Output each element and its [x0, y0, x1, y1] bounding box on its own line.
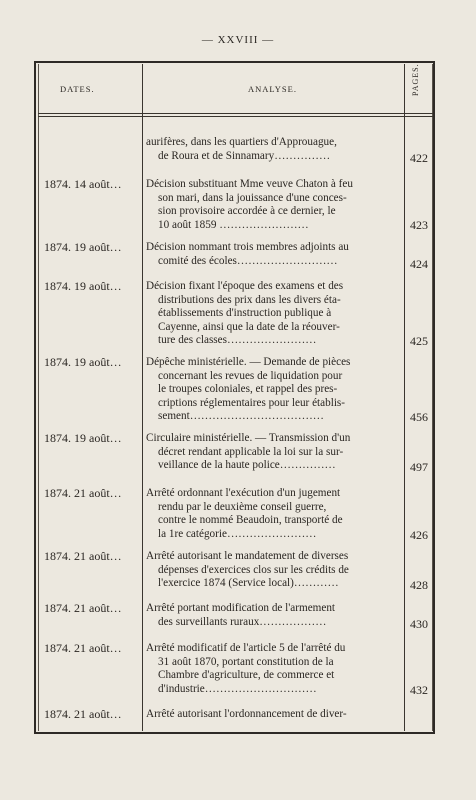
description-line: aurifères, dans les quartiers d'Approuague,: [146, 136, 337, 148]
description-line: sion provisoire accordée à ce dernier, le: [158, 205, 336, 217]
description-line: Arrêté portant modification de l'armement: [146, 602, 336, 614]
description-line: Arrêté ordonnant l'exécution d'un jugement: [146, 487, 341, 499]
description-line: d'industrie…………………………: [158, 682, 317, 695]
inner-border-right: [432, 64, 433, 731]
description-line: de Roura et de Sinnamary……………: [158, 149, 331, 162]
entry-page-number: 430: [410, 617, 428, 631]
description-line: dépenses d'exercices clos sur les crédits de: [158, 563, 349, 576]
column-header-analyse: ANALYSE.: [248, 84, 297, 94]
entry-page-number: 432: [410, 683, 428, 697]
entry-date: 1874. 14 août…: [44, 177, 122, 191]
entry-page-number: 426: [410, 528, 428, 542]
entry-description: [146, 708, 401, 722]
description-line: décret rendant applicable la loi sur la sur-: [158, 445, 344, 458]
entry-description: [146, 642, 401, 696]
description-line: Arrêté autorisant le mandatement de diverses: [146, 550, 349, 562]
entry-date: 1874. 21 août…: [44, 707, 122, 721]
description-line: 31 août 1870, portant constitution de la: [158, 655, 334, 668]
description-line: des surveillants ruraux………………: [158, 615, 327, 628]
entry-page-number: 425: [410, 334, 428, 348]
entry-description: [146, 241, 401, 268]
entry-description: [146, 432, 401, 473]
description-line: rendu par le deuxième conseil guerre,: [158, 500, 327, 513]
page-header: — XXVIII —: [201, 34, 275, 46]
description-line: Décision nommant trois membres adjoints au: [146, 241, 349, 253]
description-line: 10 août 1859 ……………………: [158, 218, 309, 231]
description-line: Cayenne, ainsi que la date de la réouver-: [158, 320, 340, 333]
description-line: le troupes coloniales, et rappel des pres-: [158, 383, 338, 395]
entry-date: 1874. 19 août…: [44, 355, 122, 369]
entry-page-number: 456: [410, 410, 428, 424]
description-line: comité des écoles………………………: [158, 254, 338, 267]
entry-page-number: 428: [410, 578, 428, 592]
description-line: Circulaire ministérielle. — Transmission d'un: [146, 432, 351, 444]
entry-date: 1874. 21 août…: [44, 486, 122, 500]
entry-page-number: 424: [410, 257, 428, 271]
entry-description: [146, 550, 401, 591]
inner-border-left: [38, 64, 39, 731]
column-divider-dates: [142, 64, 143, 731]
description-line: Dépêche ministérielle. — Demande de pièces: [146, 356, 351, 368]
description-line: Décision substituant Mme veuve Chaton à feu: [146, 178, 353, 190]
entry-date: 1874. 19 août…: [44, 431, 122, 445]
description-line: Arrêté modificatif de l'article 5 de l'arrêté du: [146, 642, 346, 654]
description-line: établissements d'instruction publique à: [158, 307, 332, 319]
description-line: Chambre d'agriculture, de commerce et: [158, 669, 335, 681]
description-line: sement………………………………: [158, 410, 324, 422]
description-line: criptions réglementaires pour leur établis-: [158, 396, 346, 409]
description-line: ture des classes……………………: [158, 334, 317, 346]
header-rule-top: [38, 113, 433, 114]
column-header-dates: DATES.: [60, 84, 95, 94]
entry-date: 1874. 21 août…: [44, 601, 122, 615]
column-header-pages: PAGES.: [411, 63, 420, 96]
entry-date: 1874. 21 août…: [44, 641, 122, 655]
entry-page-number: 422: [410, 151, 428, 165]
description-line: distributions des prix dans les divers éta-: [158, 293, 341, 306]
entry-description: [146, 280, 401, 348]
entry-description: [146, 178, 401, 232]
entry-date: 1874. 19 août…: [44, 279, 122, 293]
entry-page-number: 497: [410, 460, 428, 474]
description-line: l'exercice 1874 (Service local)…………: [158, 577, 339, 589]
description-line: la 1re catégorie……………………: [158, 527, 317, 540]
description-line: veillance de la haute police……………: [158, 459, 336, 471]
column-divider-pages: [404, 64, 405, 731]
entry-description: [146, 602, 401, 629]
entry-description: [146, 356, 401, 424]
entry-page-number: 423: [410, 218, 428, 232]
entry-date: 1874. 19 août…: [44, 240, 122, 254]
entry-description: [146, 136, 401, 163]
entry-date: 1874. 21 août…: [44, 549, 122, 563]
entry-description: [146, 487, 401, 541]
description-line: Décision fixant l'époque des examens et des: [146, 280, 344, 292]
description-line: son mari, dans la jouissance d'une conces-: [158, 191, 347, 204]
header-rule-bottom: [38, 116, 433, 117]
description-line: contre le nommé Beaudoin, transporté de: [158, 514, 343, 526]
description-line: Arrêté autorisant l'ordonnancement de diver-: [146, 708, 347, 720]
description-line: concernant les revues de liquidation pour: [158, 369, 343, 382]
